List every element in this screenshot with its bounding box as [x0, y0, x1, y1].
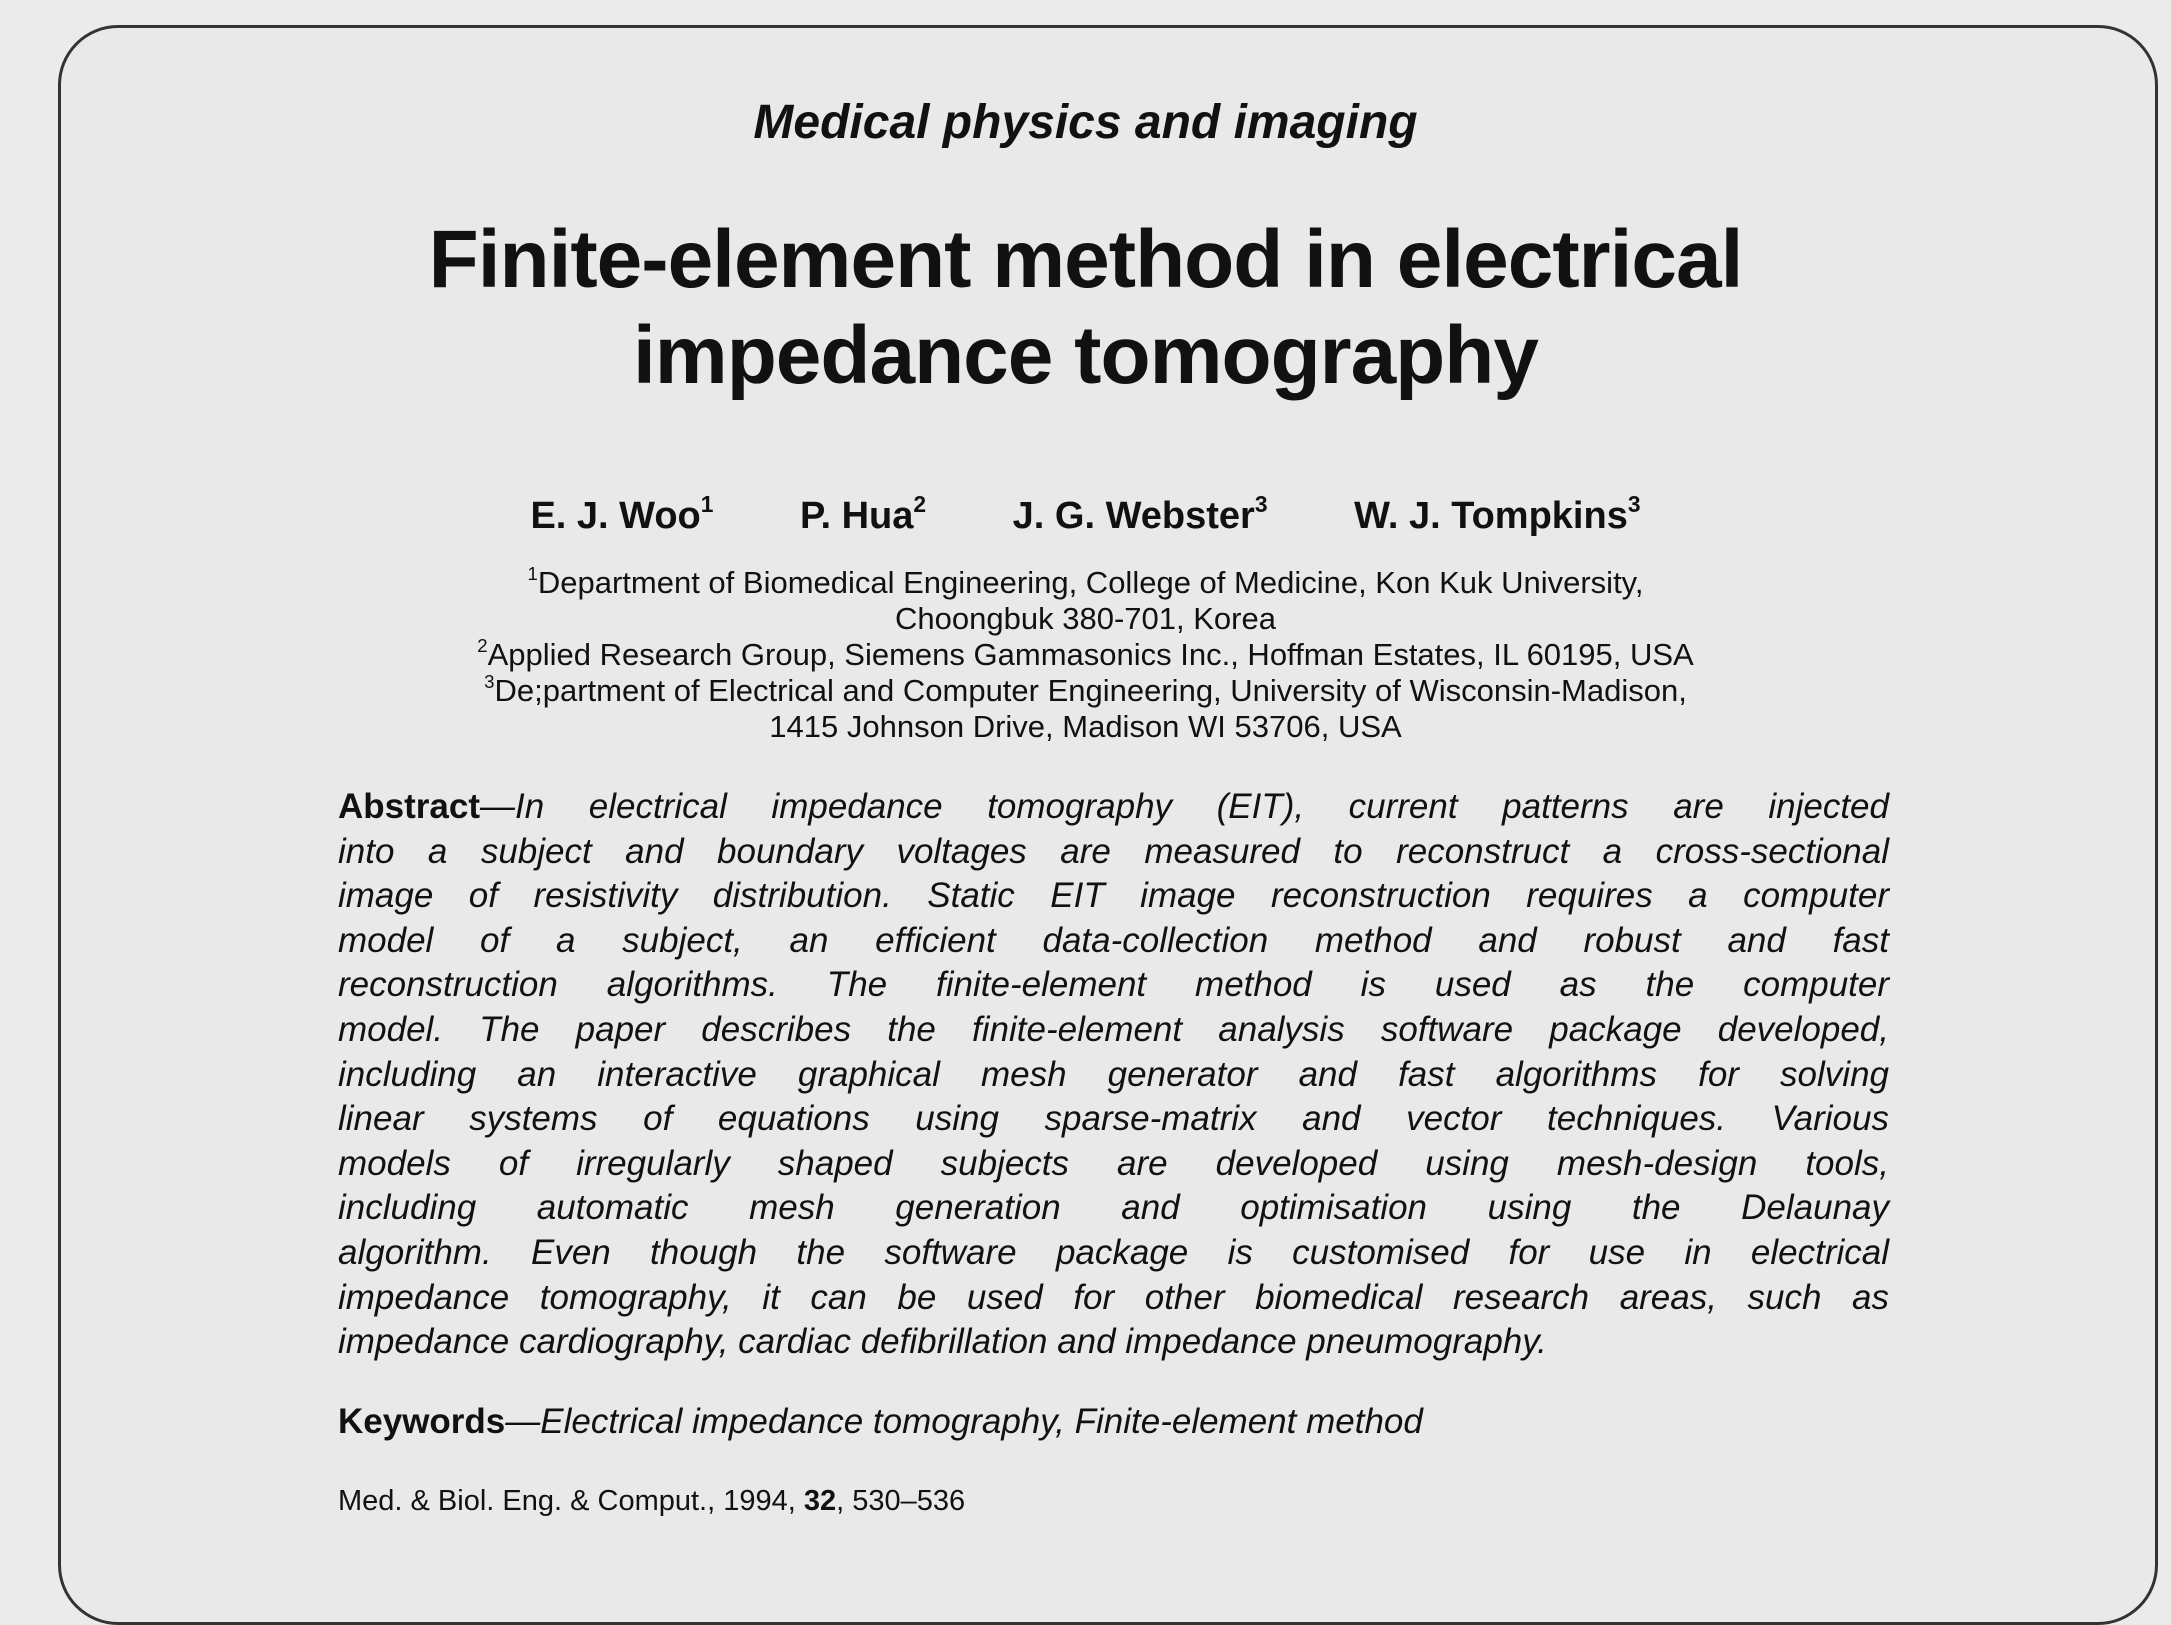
abstract-line	[338, 785, 1889, 830]
affiliation-line	[0, 670, 2171, 709]
section-heading: Medical physics and imaging	[753, 96, 1418, 149]
affiliations	[0, 562, 2171, 745]
citation-pages: , 530–536	[836, 1485, 966, 1517]
author	[800, 491, 927, 537]
affiliation-text: Applied Research Group, Siemens Gammasonics Inc., Hoffman Estates, IL 60195, USA	[487, 637, 1694, 672]
keywords-text: —Electrical impedance tomography, Finite-element method	[505, 1402, 1423, 1441]
title-line: Finite-element method in electrical	[428, 214, 1743, 305]
abstract-line: algorithm. Even though the software package is customised for use in electrical	[338, 1232, 1889, 1272]
author-sup: 3	[1627, 491, 1641, 518]
abstract-line: into a subject and boundary voltages are measured to reconstruct a cross-sectional	[338, 831, 1889, 871]
abstract-line: including automatic mesh generation and optimisation using the Delaunay	[338, 1188, 1889, 1228]
keywords-label: Keywords	[338, 1402, 506, 1441]
author	[1012, 491, 1268, 537]
citation	[338, 1485, 965, 1518]
affiliation-sup: 2	[477, 634, 488, 656]
affiliation-text: Choongbuk 380-701, Korea	[895, 601, 1276, 636]
abstract-line: model of a subject, an efficient data-collection method and robust and fast	[338, 920, 1889, 960]
author-name: W. J. Tompkins	[1354, 495, 1628, 537]
affiliation-line	[0, 709, 2171, 745]
author-name: E. J. Woo	[530, 495, 701, 537]
author-sup: 2	[913, 491, 927, 518]
keywords	[338, 1402, 1423, 1442]
affiliation-text: 1415 Johnson Drive, Madison WI 53706, USA	[769, 709, 1402, 744]
citation-journal: Med. & Biol. Eng. & Comput., 1994,	[338, 1485, 804, 1517]
affiliation-sup: 1	[527, 562, 538, 584]
abstract	[338, 785, 1889, 1365]
title-line: impedance tomography	[633, 310, 1538, 401]
affiliation-line	[0, 634, 2171, 673]
author-list	[0, 491, 2171, 538]
author	[1354, 491, 1641, 537]
citation-volume: 32	[803, 1485, 837, 1517]
abstract-line: linear systems of equations using sparse-matrix and vector techniques. Various	[338, 1099, 1889, 1139]
author-sup: 3	[1254, 491, 1268, 518]
abstract-line: models of irregularly shaped subjects are developed using mesh-design tools,	[338, 1143, 1889, 1183]
abstract-line: image of resistivity distribution. Static EIT image reconstruction requires a computer	[338, 876, 1889, 916]
author-name: P. Hua	[800, 495, 914, 537]
abstract-line: impedance tomography, it can be used for other biomedical research areas, such as	[338, 1277, 1889, 1317]
abstract-line: model. The paper describes the finite-element analysis software package developed,	[338, 1009, 1889, 1049]
abstract-line: impedance cardiography, cardiac defibrillation and impedance pneumography.	[338, 1322, 1547, 1362]
affiliation-line	[0, 601, 2171, 637]
author-sup: 1	[700, 491, 714, 518]
affiliation-text: Department of Biomedical Engineering, College of Medicine, Kon Kuk University,	[537, 565, 1644, 600]
author-name: J. G. Webster	[1012, 495, 1255, 537]
affiliation-text: De;partment of Electrical and Computer Engineering, University of Wisconsin-Madison,	[494, 673, 1687, 708]
affiliation-line	[0, 562, 2171, 601]
author	[530, 491, 714, 537]
abstract-text: —In electrical impedance tomography (EIT), current patterns are injected	[479, 787, 1889, 826]
abstract-label: Abstract	[338, 787, 480, 826]
paper-title	[0, 212, 2171, 404]
abstract-line: including an interactive graphical mesh generator and fast algorithms for solving	[338, 1054, 1889, 1094]
affiliation-sup: 3	[484, 670, 495, 692]
abstract-line: reconstruction algorithms. The finite-element method is used as the computer	[338, 965, 1889, 1005]
